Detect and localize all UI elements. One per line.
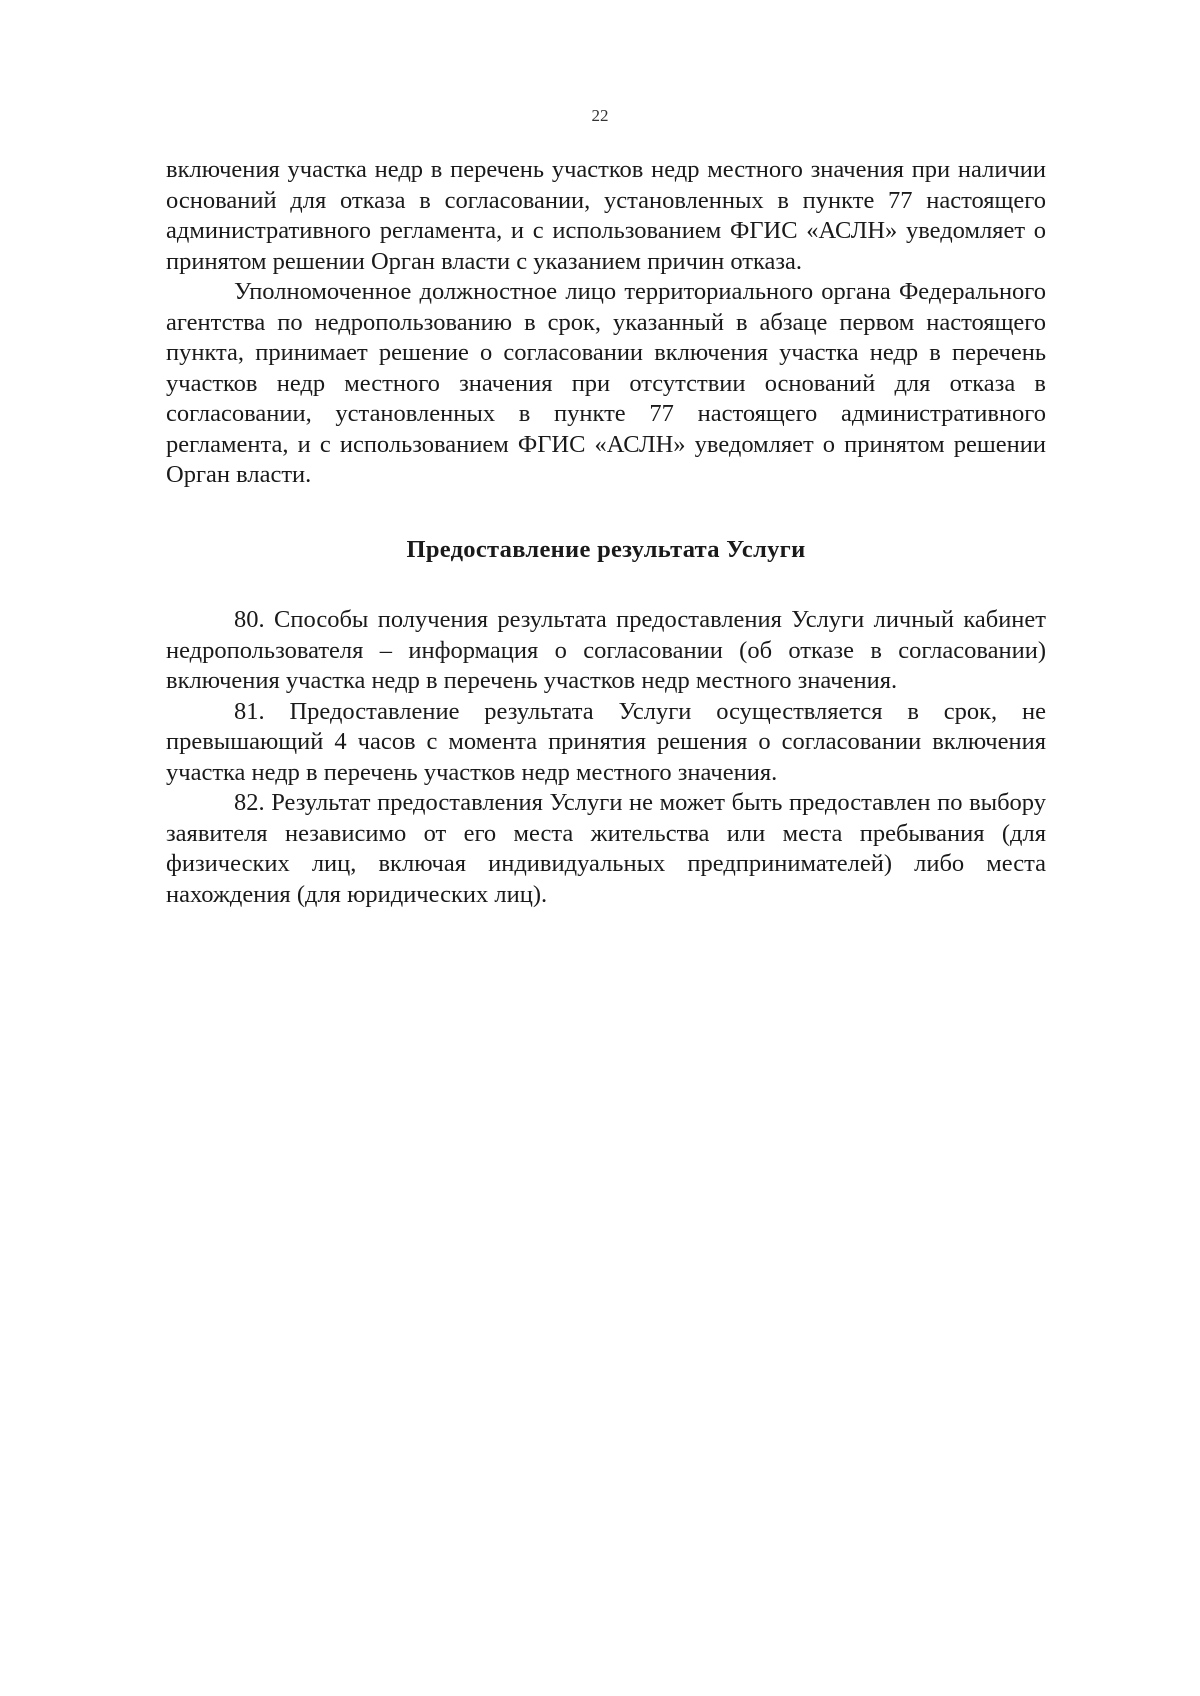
paragraph-81: 81. Предоставление результата Услуги осуществляется в срок, не превышающий 4 часов с момента принятия решения о согласовании включения участка недр в перечень участков недр местного значения. — [166, 697, 1046, 786]
paragraph-authorized-official: Уполномоченное должностное лицо территориального органа Федерального агентства по недропользованию в срок, указанный в абзаце первом настоящего пункта, принимает решение о согласовании включения участка недр в перечень участков недр местного значения при отсутствии оснований для отказа в согласовании, установленных в пункте 77 настоящего административного регламента, и с использованием ФГИС «АСЛН» уведомляет о принятом решении Орган власти. — [166, 278, 1046, 488]
document-body — [166, 155, 1046, 910]
paragraph-80: 80. Способы получения результата предоставления Услуги личный кабинет недропользователя – информация о согласовании (об отказе в согласовании) включения участка недр в перечень участков недр местного значения. — [166, 606, 1046, 694]
paragraph-continuation: включения участка недр в перечень участков недр местного значения при наличии оснований для отказа в согласовании, установленных в пункте 77 настоящего административного регламента, и с использованием ФГИС «АСЛН» уведомляет о принятом решении Орган власти с указанием причин отказа. — [166, 156, 1046, 275]
page-number: 22 — [591, 106, 609, 125]
section-heading: Предоставление результата Услуги — [406, 535, 806, 563]
paragraph-82: 82. Результат предоставления Услуги не может быть предоставлен по выбору заявителя независимо от его места жительства или места пребывания (для физических лиц, включая индивидуальных предпринимателей) либо места нахождения (для юридических лиц). — [166, 789, 1046, 908]
